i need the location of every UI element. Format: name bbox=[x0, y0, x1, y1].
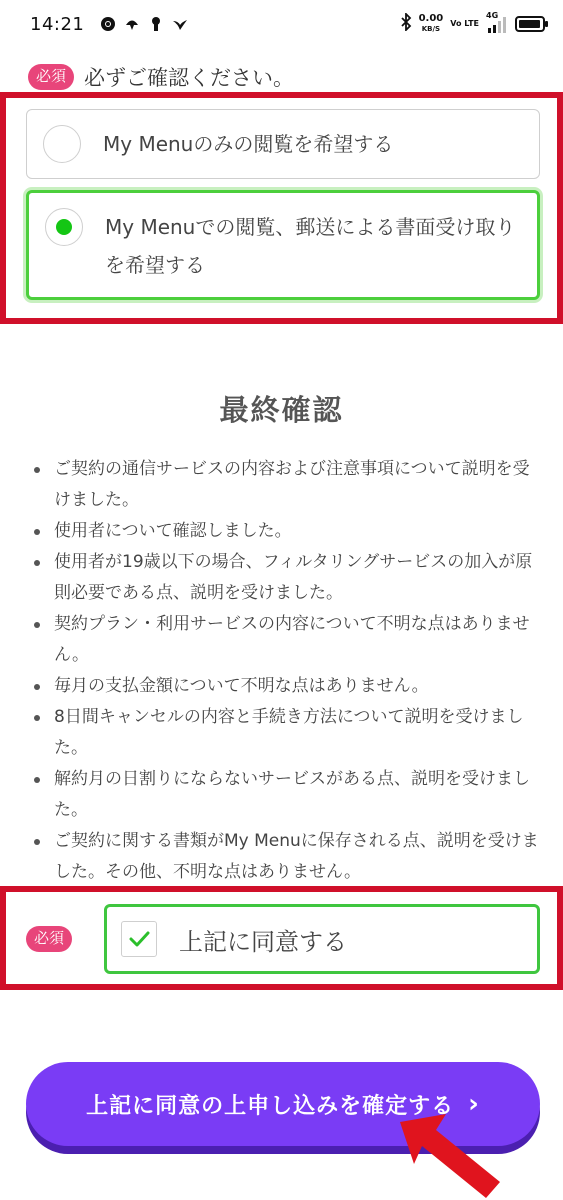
keyhole-icon bbox=[148, 16, 164, 32]
option-view-and-mail[interactable] bbox=[26, 190, 540, 300]
status-time: 14:21 bbox=[30, 13, 85, 35]
check-icon bbox=[128, 930, 150, 948]
question-title: 必ずご確認ください。 bbox=[84, 66, 295, 90]
list-item: 毎月の支払金額について不明な点はありません。 bbox=[34, 671, 546, 702]
question-header bbox=[28, 62, 294, 92]
agree-checkbox-field[interactable] bbox=[104, 904, 540, 974]
required-badge: 必須 bbox=[28, 64, 74, 90]
chevron-right-icon: › bbox=[468, 1089, 480, 1119]
app-icon bbox=[124, 16, 140, 32]
signal-icon: 4G bbox=[486, 15, 508, 33]
list-item: 使用者について確認しました。 bbox=[34, 516, 546, 547]
required-badge: 必須 bbox=[26, 926, 72, 952]
list-item: 使用者が19歳以下の場合、フィルタリングサービスの加入が原則必要である点、説明を受けました。 bbox=[34, 547, 546, 609]
bluetooth-icon bbox=[400, 13, 412, 36]
option-label: My Menuでの閲覧、郵送による書面受け取りを希望する bbox=[105, 215, 516, 277]
bird-icon bbox=[172, 16, 188, 32]
confirmation-list bbox=[34, 454, 546, 888]
chrome-icon bbox=[100, 16, 116, 32]
option-view-only[interactable] bbox=[26, 109, 540, 179]
net-speed: 0.00 KB/S bbox=[418, 13, 444, 33]
status-bar bbox=[0, 0, 563, 48]
list-item: 解約月の日割りにならないサービスがある点、説明を受けました。 bbox=[34, 764, 546, 826]
battery-icon bbox=[515, 16, 545, 32]
list-item: 8日間キャンセルの内容と手続き方法について説明を受けました。 bbox=[34, 702, 546, 764]
volte-indicator: Vo LTE bbox=[450, 19, 479, 28]
agree-checkbox[interactable] bbox=[121, 921, 157, 957]
list-item: ご契約に関する書類がMy Menuに保存される点、説明を受けました。その他、不明な点はありません。 bbox=[34, 826, 546, 888]
option-label: My Menuのみの閲覧を希望する bbox=[103, 132, 394, 156]
list-item: 契約プラン・利用サービスの内容について不明な点はありません。 bbox=[34, 609, 546, 671]
radio-button[interactable] bbox=[43, 125, 81, 163]
final-confirmation-title: 最終確認 bbox=[219, 393, 344, 427]
confirm-button-label: 上記に同意の上申し込みを確定する bbox=[86, 1093, 455, 1119]
agree-label: 上記に同意する bbox=[179, 927, 347, 956]
list-item: ご契約の通信サービスの内容および注意事項について説明を受けました。 bbox=[34, 454, 546, 516]
annotation-arrow-icon bbox=[400, 1112, 510, 1200]
radio-button-selected[interactable] bbox=[45, 208, 83, 246]
